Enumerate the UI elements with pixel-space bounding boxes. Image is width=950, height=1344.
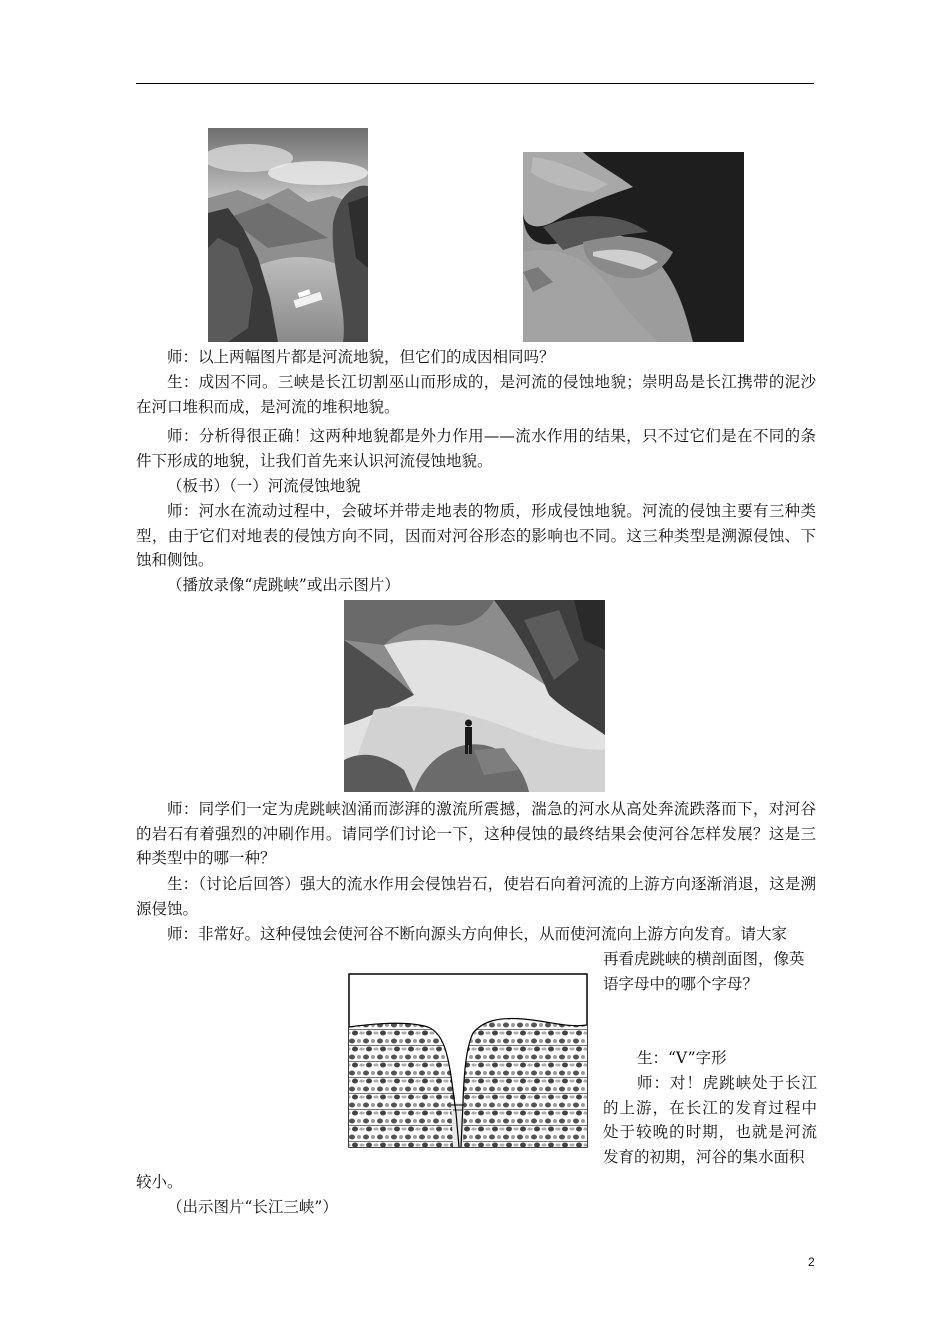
paragraph: 师：河水在流动过程中，会破坏并带走地表的物质，形成侵蚀地貌。河流的侵蚀主要有三种类型，由于它们对地表的侵蚀方向不同，因而对河谷形态的影响也不同。这三种类型是溯源侵蚀、下蚀和侧蚀。 [136,502,816,569]
paragraph: （播放录像“虎跳峡”或出示图片） [167,576,400,594]
side-paragraph: 再看虎跳峡的横剖面图，像英语字母中的哪个字母？ [603,950,805,993]
paragraph: 师：以上两幅图片都是河流地貌，但它们的成因相同吗？ [167,348,555,366]
paragraph: （板书）（一）河流侵蚀地貌 [167,477,361,495]
paragraph: 师：同学们一定为虎跳峡汹涌而澎湃的激流所震撼，湍急的河水从高处奔流跌落而下，对河谷的岩石有着强烈的冲刷作用。请同学们讨论一下，这种侵蚀的最终结果会使河谷怎样发展？这是三种类型中的哪一种？ [136,800,816,867]
paragraph: 师：分析得很正确！这两种地貌都是外力作用——流水作用的结果，只不过它们是在不同的条件下形成的地貌，让我们首先来认识河流侵蚀地貌。 [136,427,816,470]
tiger-leaping-gorge-photo [344,600,605,792]
paragraph: 较小。 [136,1173,183,1191]
paragraph: 生：成因不同。三峡是长江切割巫山而形成的，是河流的侵蚀地貌；崇明岛是长江携带的泥沙在河口堆积而成，是河流的堆积地貌。 [136,373,816,416]
river-gorge-photo [208,128,368,342]
side-paragraph: 生：“V”字形 [637,1049,727,1067]
chongming-island-satellite-photo [523,152,744,342]
header-rule [136,83,814,84]
paragraph: （出示图片“长江三峡”） [167,1198,338,1216]
page-number: 2 [808,1255,815,1269]
paragraph: 师：非常好。这种侵蚀会使河谷不断向源头方向伸长，从而使河流向上游方向发育。请大家 [167,925,788,943]
v-shaped-valley-cross-section-diagram [348,973,588,1148]
paragraph: 生：（讨论后回答）强大的流水作用会侵蚀岩石，使岩石向着河流的上游方向逐渐消退，这是溯源侵蚀。 [136,875,816,918]
side-paragraph: 师：对！虎跳峡处于长江的上游，在长江的发育过程中处于较晚的时期，也就是河流发育的初期，河谷的集水面积 [603,1074,817,1166]
